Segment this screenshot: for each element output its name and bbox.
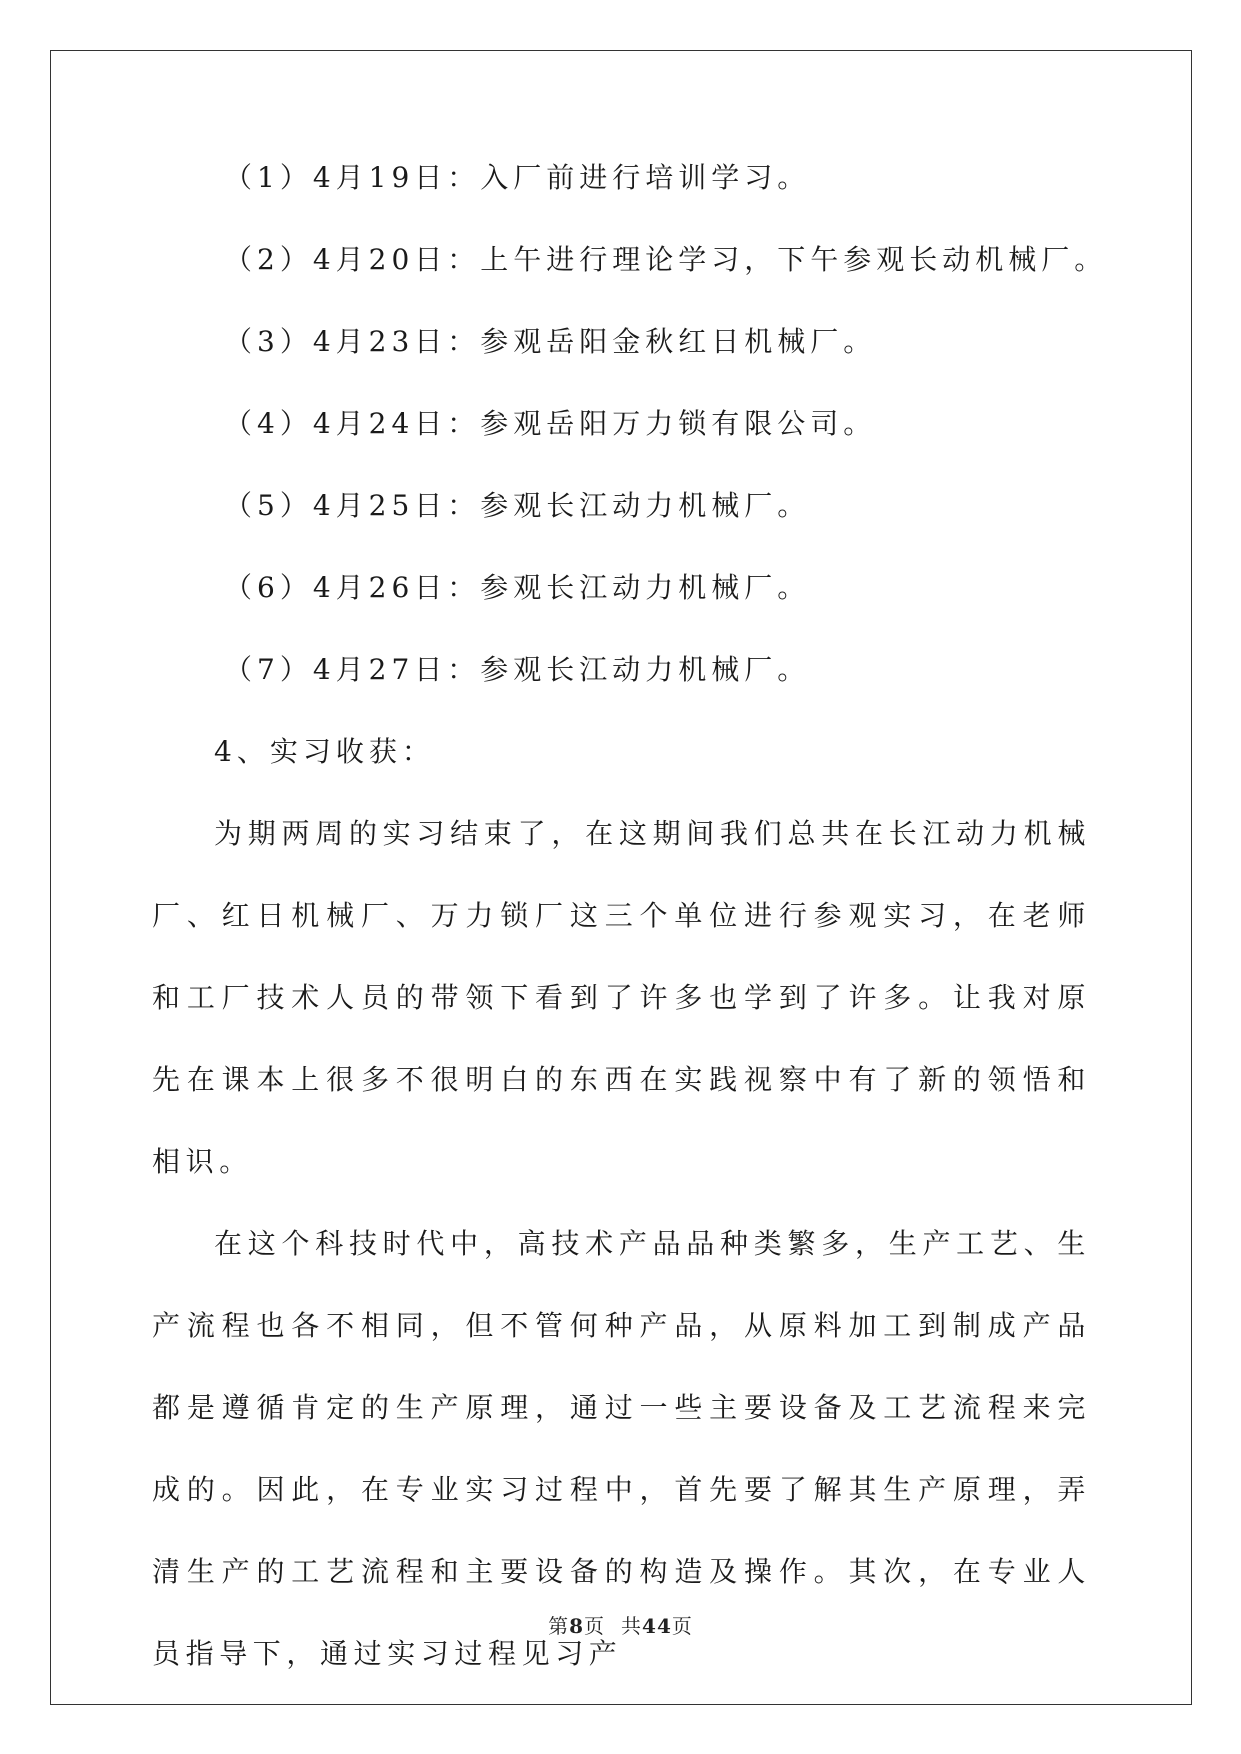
schedule-item-6: （6）4月26日：参观长江动力机械厂。 bbox=[224, 571, 811, 604]
paragraph-1: 为期两周的实习结束了，在这期间我们总共在长江动力机械厂、红日机械厂、万力锁厂这三个单位进行参观实习，在老师和工厂技术人员的带领下看到了许多也学到了许多。让我对原先在课本上很多不很明白的东西在实践视察中有了新的领悟和相识。 bbox=[152, 817, 1091, 1178]
schedule-item-3: （3）4月23日：参观岳阳金秋红日机械厂。 bbox=[224, 325, 877, 358]
schedule-item-4: （4）4月24日：参观岳阳万力锁有限公司。 bbox=[224, 407, 877, 440]
footer-total-pages: 44 bbox=[642, 1614, 672, 1638]
section-heading: 4、实习收获： bbox=[214, 735, 435, 768]
document-body bbox=[152, 160, 1108, 1718]
footer-total-prefix: 共 bbox=[621, 1614, 643, 1638]
paragraph-2: 在这个科技时代中，高技术产品品种类繁多，生产工艺、生产流程也各不相同，但不管何种产品，从原料加工到制成产品都是遵循肯定的生产原理，通过一些主要设备及工艺流程来完成的。因此，在专业实习过程中，首先要了解其生产原理，弄清生产的工艺流程和主要设备的构造及操作。其次，在专业人员指导下，通过实习过程见习产 bbox=[152, 1227, 1091, 1670]
footer-prefix: 第 bbox=[548, 1614, 570, 1638]
schedule-item-7: （7）4月27日：参观长江动力机械厂。 bbox=[224, 653, 811, 686]
schedule-item-1: （1）4月19日：入厂前进行培训学习。 bbox=[224, 161, 811, 194]
footer-total-suffix: 页 bbox=[671, 1614, 693, 1638]
footer-page-suffix: 页 bbox=[584, 1614, 606, 1638]
schedule-item-2: （2）4月20日：上午进行理论学习，下午参观长动机械厂。 bbox=[224, 243, 1108, 276]
schedule-item-5: （5）4月25日：参观长江动力机械厂。 bbox=[224, 489, 811, 522]
footer-page-number: 8 bbox=[569, 1614, 585, 1638]
page-footer bbox=[0, 1610, 1241, 1639]
